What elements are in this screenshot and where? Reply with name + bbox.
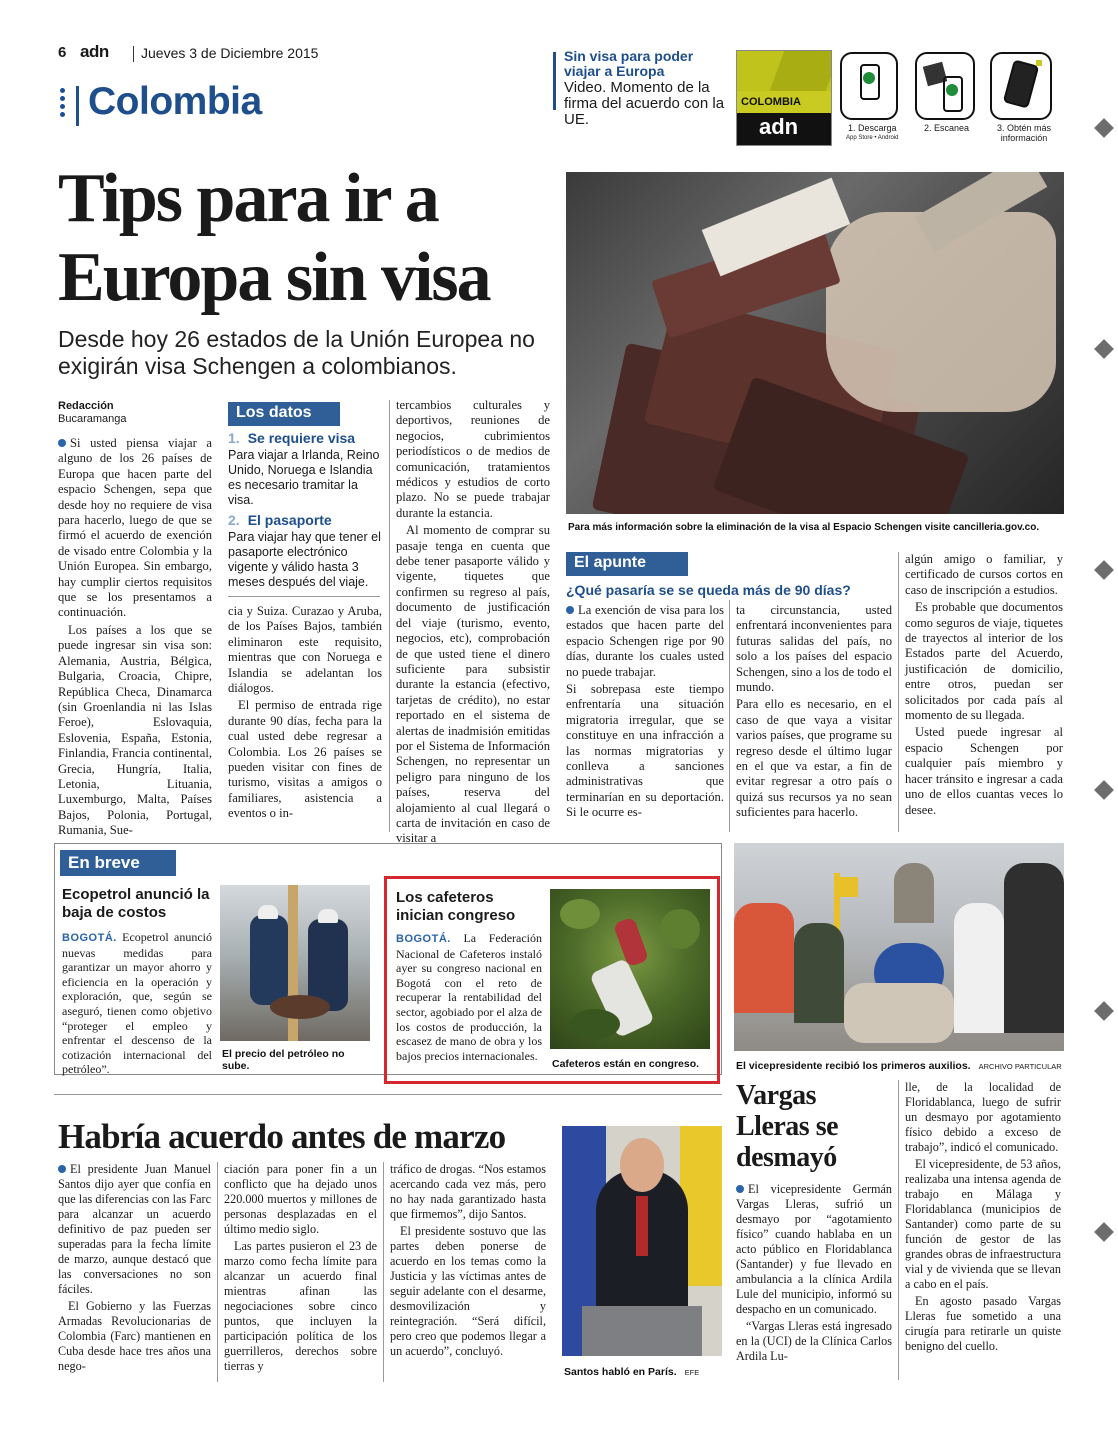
main-col2-p1: cia y Suiza. Curazao y Aruba, de los Países Bajos, también eliminaron este requisito, mientras que con Noruega e Islandia se adelantan los diálogos.	[228, 604, 382, 696]
bullet-icon	[58, 1165, 66, 1173]
col-rule-4	[217, 1162, 218, 1382]
apunte-col3-p3: Usted puede ingresar al espacio Schengen por cualquier país miembro y hacer tránsito e ingresar a cada uno de ellos cuantas veces lo desee.	[905, 725, 1063, 817]
col-rule-5	[383, 1162, 384, 1382]
en-breve-tab: En breve	[60, 850, 176, 876]
peace-column-2	[224, 1162, 377, 1376]
peace-col2-p1: ciación para poner fin a un conflicto que ha dejado unos 220.000 muertos y millones de personas desplazadas en el último medio siglo.	[224, 1162, 377, 1236]
edge-mark-6	[1094, 1222, 1114, 1242]
los-datos-item-2	[228, 512, 384, 590]
main-headline-line-2: Europa sin visa	[58, 239, 490, 316]
app-logo-brand: adn	[759, 114, 799, 139]
peace-top-rule	[54, 1094, 722, 1095]
promo-text: Video. Momento de la firma del acuerdo con la UE.	[564, 79, 725, 128]
ecopetrol-city: BOGOTÁ.	[62, 932, 117, 944]
step-2-label: 2. Escanea	[924, 123, 970, 133]
passport-photo	[566, 172, 1064, 514]
apunte-col2-p1: ta circunstancia, usted enfrentará inconvenientes para futuras salidas del país, no solo a los países del espacio Schengen, sino a los de todo el mundo.	[736, 603, 892, 695]
col-rule-1	[389, 400, 390, 832]
peace-col3-p2: El presidente sostuvo que las partes deben ponerse de acuerdo en los temas como la Justicia y las víctimas antes de seguir adelante con el desarme, desmovilización y reintegración. “Será difícil, pero creo que podemos llegar a un acuerdo”, concluyó.	[390, 1224, 546, 1358]
header-divider	[133, 46, 134, 62]
col-rule-3	[898, 552, 899, 832]
step-3-label: 3. Obtén más información	[996, 123, 1052, 143]
vp-photo-credit: ARCHIVO PARTICULAR	[978, 1062, 1062, 1071]
app-logo-label: COLOMBIA	[741, 96, 801, 108]
section-dots	[60, 88, 66, 126]
step-2-icon	[915, 52, 975, 120]
los-datos-heading-1: Se requiere visa	[247, 430, 356, 446]
vp-photo-caption: El vicepresidente recibió los primeros auxilios.	[736, 1060, 971, 1072]
masthead-brand: adn	[80, 42, 109, 61]
main-col2-p2: El permiso de entrada rige durante 90 días, fecha para la cual usted debe regresar a Colombia. Los 26 países se pueden visitar con fines de turismo, visitas a amigos o familiares, asistencia a eventos o in-	[228, 698, 382, 821]
apunte-column-1	[566, 603, 724, 823]
cafeteros-city: BOGOTÁ.	[396, 933, 451, 945]
edge-mark-3	[1094, 560, 1114, 580]
main-headline-line-1: Tips para ir a	[58, 160, 438, 237]
los-datos-tab: Los datos	[228, 402, 340, 426]
peace-column-1	[58, 1162, 211, 1376]
peace-column-3	[390, 1162, 546, 1361]
apunte-column-3	[905, 552, 1063, 820]
santos-photo-credit: EFE	[684, 1368, 700, 1377]
section-title: Colombia	[88, 80, 262, 123]
col-rule-6	[898, 1080, 899, 1380]
cafeteros-text: La Federación Nacional de Cafeteros instaló ayer su congreso nacional en Bogotá con el reto de recuperar la rentabilidad del sector, agobiado por el alza de los costos de producción, la escasez de mano de obra y los bajos precios internacionales.	[396, 931, 542, 1063]
vargas-column-1	[736, 1182, 892, 1366]
step-1-sub: App Store • Android	[846, 135, 899, 141]
ecopetrol-photo	[220, 885, 370, 1041]
edge-mark-2	[1094, 339, 1114, 359]
apunte-col2-p2: Para ello es necesario, en el caso de que vaya a visitar varios países, que programe su regreso desde el último lugar en el que va estar, a fin de evitar regresar a otro país o quizá sus recursos ya no sean suficientes para hacerlo.	[736, 697, 892, 820]
apunte-col1-p2: Si sobrepasa este tiempo enfrentaría una situación migratoria irregular, que se constituye en una infracción a las normas migratorias y conlleva a sanciones administrativas que terminarían en su deportación. Si le ocurre es-	[566, 682, 724, 820]
vargas-col2-p2: El vicepresidente, de 53 años, realizaba una intensa agenda de trabajo en Málaga y Floridablanca (municipios de Santander) como parte de su función de gestor de las grandes obras de infraestructura vial y de vivienda que se llevan a cabo en el país.	[905, 1157, 1061, 1291]
page-number: 6	[58, 44, 67, 61]
vp-photo-caption-row	[736, 1056, 1066, 1074]
ecopetrol-caption: El precio del petróleo no sube.	[222, 1048, 345, 1072]
los-datos-text-2: Para viajar hay que tener el pasaporte electrónico vigente y válido hasta 3 meses después del viaje.	[228, 530, 381, 589]
vargas-col2-p1: lle, de la localidad de Floridablanca, luego de sufrir un desmayo por agotamiento físico debido a exceso de trabajo”, indicó el comunicado.	[905, 1080, 1061, 1154]
step-1-label: 1. Descarga	[848, 123, 897, 133]
vp-photo	[734, 843, 1064, 1051]
col-rule-2	[729, 600, 730, 832]
vargas-col1-p2: “Vargas Lleras está ingresado en la (UCI) de la Clínica Carlos Ardila Lu-	[736, 1319, 892, 1363]
bullet-icon	[58, 439, 66, 447]
main-col1-p1: Si usted piensa viajar a alguno de los 26 países de Europa que hacen parte del espacio Schengen, sepa que desde hoy no requiere de visa para hacerlo, luego de que se firmó el acuerdo de exención de visado entre Colombia y la Unión Europea. Sin embargo, hay cumplir ciertos requisitos que se los presentamos a continuación.	[58, 436, 212, 620]
main-col3-p2: Al momento de comprar su pasaje tenga en cuenta que debe tener pasaporte válido y vigente, tiquetes que confirmen su regreso al país, documento de justificación del viaje (turismo, evento, negocios, etc), comprobación de que usted tiene el dinero suficiente para subsistir durante la estancia (efectivo, tarjetas de crédito), no estar reportado en el sistema de alertas de inadmisión emitidas por el Sistema de Información Schengen, no representar un peligro para ninguno de los países, reserva del alojamiento al cual llegará o carta de invitación en caso de visitar a	[396, 523, 550, 846]
peace-col2-p2: Las partes pusieron el 23 de marzo como fecha límite para alcanzar un acuerdo final mientras afinan las negociaciones sobre cinco puntos, que incluyen la participación política de los guerrilleros, derechos sobre tierras y	[224, 1239, 377, 1373]
main-deck: Desde hoy 26 estados de la Unión Europea no exigirán visa Schengen a colombianos.	[58, 326, 535, 379]
los-datos-heading-2: El pasaporte	[247, 512, 332, 528]
main-col3-p1: tercambios culturales y deportivos, reuniones de negocios, cubrimientos periodísticos o de medios de comunicación, tratamientos médicos y estudios de corto plazo. No se puede trabajar durante la estancia.	[396, 398, 550, 520]
peace-col1-p1: El presidente Juan Manuel Santos dijo ayer que confía en que las diferencias con las Farc para alcanzar un acuerdo definitivo de paz pueden ser superadas para la fecha límite de marzo, aunque destacó que las conversaciones no son fáciles.	[58, 1162, 211, 1296]
santos-photo-caption: Santos habló en París.	[564, 1366, 677, 1378]
edge-mark-1	[1094, 118, 1114, 138]
promo-title: Sin visa para poder viajar a Europa	[564, 48, 694, 79]
main-col1-p2: Los países a los que se puede ingresar sin visa son: Alemania, Austria, Bélgica, Bulgaria, Croacia, Chipre, República Checa, Dinamarca (sin Groenlandia ni las Islas Feroe), Eslovaquia, Eslovenia, España, Estonia, Finlandia, Francia continental, Grecia, Hungría, Italia, Letonia, Lituania, Luxemburgo, Malta, Países Bajos, Polonia, Portugal, Rumania, Sue-	[58, 622, 212, 838]
peace-col3-p1: tráfico de drogas. “Nos estamos acercando cada vez más, pero no hay nada garantizado hasta que firmemos”, dijo Santos.	[390, 1162, 546, 1221]
los-datos-item-1	[228, 430, 384, 508]
apunte-col3-p1: algún amigo o familiar, y certificado de cursos cortos en caso de inscripción a estudios.	[905, 552, 1063, 597]
los-datos-divider	[228, 596, 380, 597]
byline-author: Redacción	[58, 400, 114, 412]
section-bar	[76, 86, 79, 126]
issue-date: Jueves 3 de Diciembre 2015	[141, 45, 319, 61]
apunte-col3-p2: Es probable que documentos como seguros de viaje, tiquetes de trayectos al interior de los Estados parte del Acuerdo, justificación de domicilio, entre otros, puedan ser solicitados por cada país al momento de su llegada.	[905, 600, 1063, 723]
bullet-icon	[736, 1185, 744, 1193]
los-datos-num-1: 1.	[228, 430, 240, 446]
cafeteros-photo	[550, 889, 710, 1049]
el-apunte-tab: El apunte	[566, 552, 688, 576]
cafeteros-body	[396, 931, 542, 1065]
cafeteros-headline: Los cafeteros inician congreso	[396, 889, 516, 924]
los-datos-num-2: 2.	[228, 512, 240, 528]
byline-city: Bucaramanga	[58, 413, 127, 425]
vargas-headline: Vargas Lleras se desmayó	[736, 1080, 839, 1173]
ecopetrol-body	[62, 930, 212, 1079]
peace-col1-p2: El Gobierno y las Fuerzas Armadas Revolucionarias de Colombia (Farc) mantienen en Cuba desde hace tres años una nego-	[58, 1299, 211, 1373]
el-apunte-question: ¿Qué pasaría se se queda más de 90 días?	[566, 582, 851, 598]
vargas-col2-p3: En agosto pasado Vargas Lleras fue sometido a una cirugía para retirarle un quiste benigno del cuello.	[905, 1294, 1061, 1353]
peace-headline: Habría acuerdo antes de marzo	[58, 1117, 506, 1156]
bullet-icon	[566, 606, 574, 614]
edge-mark-4	[1094, 780, 1114, 800]
santos-caption-row	[564, 1362, 724, 1380]
main-column-3	[396, 398, 550, 849]
los-datos-text-1: Para viajar a Irlanda, Reino Unido, Noruega e Islandia es necesario tramitar la visa.	[228, 448, 380, 507]
apunte-col1-p1: La exención de visa para los estados que hacen parte del espacio Schengen rige por 90 días, durante los cuales usted no puede trabajar.	[566, 603, 724, 679]
main-column-1	[58, 436, 212, 841]
step-3-icon	[990, 52, 1052, 120]
main-column-2	[228, 604, 382, 824]
step-1-icon	[840, 52, 898, 120]
promo-bar	[553, 52, 556, 110]
passport-photo-caption: Para más información sobre la eliminación de la visa al Espacio Schengen visite cancilleria.gov.co.	[568, 522, 1040, 533]
edge-mark-5	[1094, 1001, 1114, 1021]
cafeteros-caption: Cafeteros están en congreso.	[552, 1058, 700, 1070]
santos-photo	[562, 1126, 722, 1356]
app-logo	[736, 50, 832, 146]
vargas-col1-p1: El vicepresidente Germán Vargas Lleras, sufrió un desmayo por “agotamiento físico” cuando hablaba en un acto público en Floridablanca (Santander) y fue llevado en ambulancia a la clínica Ardila Lule del municipio, informó su despacho en un comunicado.	[736, 1182, 892, 1316]
apunte-column-2	[736, 603, 892, 823]
vargas-column-2	[905, 1080, 1061, 1356]
ecopetrol-headline: Ecopetrol anunció la baja de costos	[62, 886, 210, 921]
ecopetrol-text: Ecopetrol anunció nuevas medidas para garantizar un mayor ahorro y eficiencia en la operación y exploración, que, según se aseguró, tienen como objetivo “proteger el empleo y enfrentar el descenso de la cotización internacional del petróleo”.	[62, 930, 212, 1077]
